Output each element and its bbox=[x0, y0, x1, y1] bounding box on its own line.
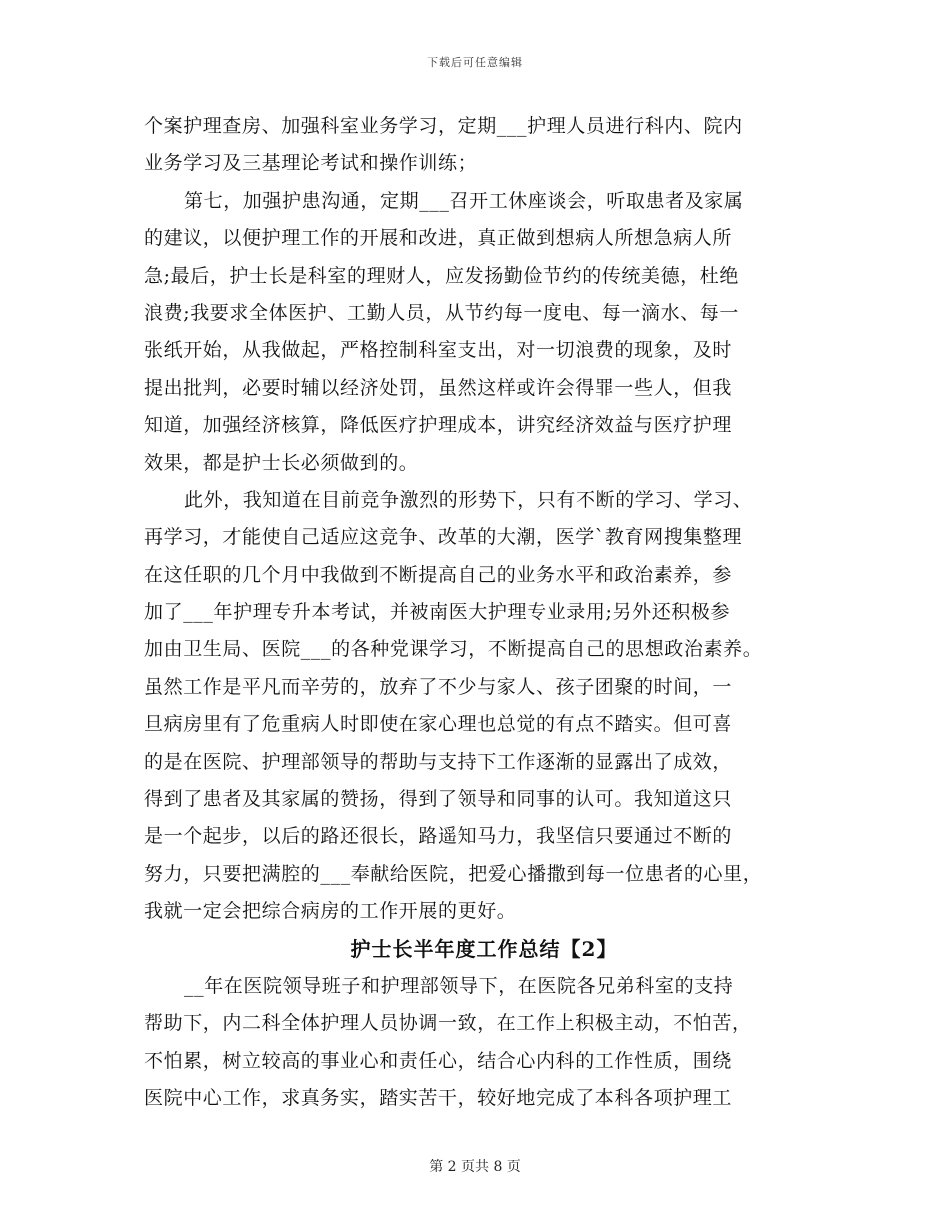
text-line: 的是在医院、护理部领导的帮助与支持下工作逐渐的显露出了成效， bbox=[144, 750, 733, 773]
paragraph-block-2 bbox=[144, 968, 824, 1118]
text-line: 个案护理查房、加强科室业务学习，定期___护理人员进行科内、院内 bbox=[144, 115, 743, 137]
text-line: 是一个起步，以后的路还很长，路遥知马力，我坚信只要通过不断的 bbox=[144, 825, 733, 848]
text-line: 此外，我知道在目前竞争激烈的形势下，只有不断的学习、学习、 bbox=[184, 488, 753, 511]
page-header: 下载后可任意编辑 bbox=[427, 56, 523, 69]
text-line: 加由卫生局、医院___的各种党课学习，不断提高自己的思想政治素养。 bbox=[144, 638, 763, 661]
text-line: 提出批判，必要时辅以经济处罚，虽然这样或许会得罪一些人，但我 bbox=[144, 376, 733, 399]
text-line: 业务学习及三基理论考试和操作训练； bbox=[144, 152, 478, 175]
page-footer: 第 2 页共 8 页 bbox=[429, 1159, 521, 1175]
text-line: 第七，加强护患沟通，定期___召开工休座谈会，听取患者及家属 bbox=[184, 189, 744, 212]
text-line: 再学习，才能使自己适应这竞争、改革的大潮，医学`教育网搜集整理 bbox=[144, 526, 743, 549]
text-line: 急;最后，护士长是科室的理财人，应发扬勤俭节约的传统美德，杜绝 bbox=[144, 264, 740, 287]
text-line: 加了___年护理专升本考试，并被南医大护理专业录用;另外还积极参 bbox=[144, 601, 731, 624]
paragraph-block-1 bbox=[144, 108, 824, 931]
text-line: 虽然工作是平凡而辛劳的，放弃了不少与家人、孩子团聚的时间，一 bbox=[144, 675, 733, 698]
text-line: 我就一定会把综合病房的工作开展的更好。 bbox=[144, 900, 517, 923]
text-line: 医院中心工作，求真务实，踏实苦干，较好地完成了本科各项护理工 bbox=[144, 1087, 733, 1110]
document-body bbox=[144, 108, 824, 1118]
text-line: 效果，都是护士长必须做到的。 bbox=[144, 451, 419, 474]
text-line: 在这任职的几个月中我做到不断提高自己的业务水平和政治素养，参 bbox=[144, 563, 733, 586]
text-line: 努力，只要把满腔的___奉献给医院，把爱心播撒到每一位患者的心里， bbox=[144, 862, 763, 885]
text-line: 不怕累，树立较高的事业心和责任心，结合心内科的工作性质，围绕 bbox=[144, 1049, 733, 1072]
text-line: 知道，加强经济核算，降低医疗护理成本，讲究经济效益与医疗护理 bbox=[144, 414, 733, 437]
text-line: 帮助下，内二科全体护理人员协调一致，在工作上积极主动，不怕苦， bbox=[144, 1012, 752, 1035]
text-line: __年在医院领导班子和护理部领导下，在医院各兄弟科室的支持 bbox=[184, 974, 734, 997]
text-line: 的建议，以便护理工作的开展和改进，真正做到想病人所想急病人所 bbox=[144, 227, 733, 250]
text-line: 得到了患者及其家属的赞扬，得到了领导和同事的认可。我知道这只 bbox=[144, 788, 733, 811]
text-line: 张纸开始，从我做起，严格控制科室支出，对一切浪费的现象，及时 bbox=[144, 339, 733, 362]
text-line: 旦病房里有了危重病人时即使在家心理也总觉的有点不踏实。但可喜 bbox=[144, 713, 733, 736]
text-line: 浪费;我要求全体医护、工勤人员，从节约每一度电、每一滴水、每一 bbox=[144, 301, 740, 324]
section-title: 护士长半年度工作总结【2】 bbox=[350, 936, 618, 961]
